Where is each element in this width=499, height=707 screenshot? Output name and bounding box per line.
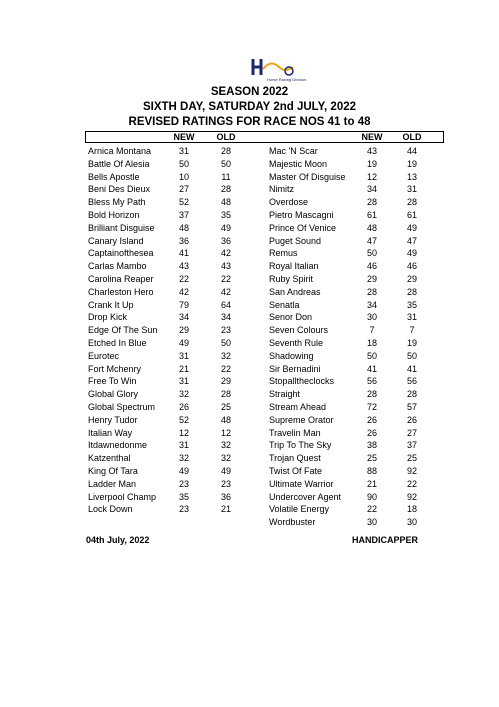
horse-name: Canary Island bbox=[88, 235, 144, 246]
old-rating: 11 bbox=[221, 171, 231, 182]
horse-name: Bells Apostle bbox=[88, 171, 140, 182]
new-rating: 22 bbox=[178, 273, 189, 284]
ratings-subtitle: REVISED RATINGS FOR RACE NOS 41 to 48 bbox=[128, 116, 371, 128]
old-rating: 43 bbox=[220, 261, 231, 272]
old-rating: 22 bbox=[406, 478, 417, 489]
new-rating: 43 bbox=[366, 146, 377, 156]
old-rating: 12 bbox=[220, 427, 231, 438]
horse-name: Global Glory bbox=[88, 389, 139, 400]
column-header-box bbox=[85, 131, 444, 143]
horse-name: Eurotec bbox=[88, 350, 120, 361]
old-rating: 41 bbox=[406, 363, 417, 374]
old-rating: 32 bbox=[220, 440, 231, 451]
new-rating: 12 bbox=[366, 171, 377, 182]
new-rating: 52 bbox=[178, 197, 189, 208]
new-rating: 28 bbox=[366, 286, 377, 297]
horse-name: Global Spectrum bbox=[88, 401, 156, 412]
issue-date: 04th July, 2022 bbox=[86, 535, 150, 545]
horse-name: Supreme Orator bbox=[269, 414, 334, 425]
new-rating: 34 bbox=[366, 184, 377, 195]
old-rating: 50 bbox=[406, 350, 417, 361]
new-rating: 19 bbox=[366, 158, 377, 169]
horse-name: Ruby Spirit bbox=[269, 273, 314, 284]
old-rating: 49 bbox=[220, 222, 231, 233]
new-rating: 49 bbox=[178, 337, 189, 348]
old-rating: 28 bbox=[406, 197, 417, 208]
race-day-heading: SIXTH DAY, SATURDAY 2nd JULY, 2022 bbox=[142, 101, 357, 113]
new-rating: 34 bbox=[178, 312, 189, 323]
new-rating: 30 bbox=[366, 517, 377, 528]
left-old-header: OLD bbox=[216, 132, 236, 142]
old-rating: 28 bbox=[220, 184, 231, 195]
new-rating: 10 bbox=[178, 171, 189, 182]
new-rating: 29 bbox=[178, 325, 189, 336]
horse-name: Seventh Rule bbox=[269, 337, 324, 348]
old-rating: 36 bbox=[220, 235, 231, 246]
horse-name: Senatla bbox=[269, 299, 300, 310]
new-rating: 32 bbox=[178, 389, 189, 400]
new-rating: 37 bbox=[178, 209, 189, 220]
horse-name: Pietro Mascagni bbox=[269, 209, 334, 220]
old-rating: 7 bbox=[409, 325, 415, 336]
new-rating: 21 bbox=[366, 478, 377, 489]
new-rating: 43 bbox=[178, 261, 189, 272]
logo-caption: Horse Racing Division bbox=[267, 77, 307, 82]
horse-name: Trojan Quest bbox=[269, 453, 321, 464]
old-rating: 37 bbox=[406, 440, 417, 451]
old-rating: 47 bbox=[406, 235, 417, 246]
new-rating: 23 bbox=[178, 504, 189, 515]
season-heading: SEASON 2022 bbox=[210, 86, 289, 98]
new-rating: 42 bbox=[178, 286, 189, 297]
horse-name: Master Of Disguise bbox=[269, 171, 346, 182]
new-rating: 41 bbox=[178, 248, 189, 259]
horse-name: Crank It Up bbox=[88, 299, 134, 310]
new-rating: 12 bbox=[178, 427, 189, 438]
horse-name: Wordbuster bbox=[269, 517, 316, 528]
horse-name: Lock Down bbox=[88, 504, 133, 515]
horse-name: Senor Don bbox=[269, 312, 313, 323]
old-rating: 31 bbox=[406, 184, 417, 195]
old-rating: 13 bbox=[406, 171, 417, 182]
horse-name: Sir Bernadini bbox=[269, 363, 321, 374]
horse-name: Majestic Moon bbox=[269, 158, 328, 169]
horse-name: Stream Ahead bbox=[269, 401, 327, 412]
horse-name: Twist Of Fate bbox=[269, 465, 323, 476]
old-rating: 49 bbox=[220, 465, 231, 476]
new-rating: 50 bbox=[178, 158, 189, 169]
old-rating: 19 bbox=[406, 158, 417, 169]
new-rating: 18 bbox=[366, 337, 377, 348]
horse-name: Liverpool Champ bbox=[88, 491, 157, 502]
old-rating: 26 bbox=[406, 414, 417, 425]
right-old-header: OLD bbox=[402, 132, 422, 142]
horse-name: Nimitz bbox=[269, 184, 294, 195]
old-rating: 46 bbox=[406, 261, 417, 272]
new-rating: 50 bbox=[366, 350, 377, 361]
left-new-header: NEW bbox=[173, 132, 195, 142]
new-rating: 36 bbox=[178, 235, 189, 246]
horse-name: King Of Tara bbox=[88, 465, 138, 476]
old-rating: 64 bbox=[220, 299, 231, 310]
new-rating: 49 bbox=[178, 465, 189, 476]
new-rating: 88 bbox=[366, 465, 377, 476]
horse-name: Arnica Montana bbox=[88, 146, 152, 156]
new-rating: 56 bbox=[366, 376, 377, 387]
old-rating: 23 bbox=[220, 325, 231, 336]
old-rating: 22 bbox=[220, 363, 231, 374]
horse-name: Etched In Blue bbox=[88, 337, 147, 348]
horse-name: Trip To The Sky bbox=[269, 440, 332, 451]
old-rating: 57 bbox=[406, 401, 417, 412]
new-rating: 30 bbox=[366, 312, 377, 323]
old-rating: 28 bbox=[406, 389, 417, 400]
old-rating: 22 bbox=[220, 273, 231, 284]
horse-name: Stopalltheclocks bbox=[269, 376, 335, 387]
new-rating: 48 bbox=[366, 222, 377, 233]
horse-name: Ladder Man bbox=[88, 478, 137, 489]
horse-name: Volatile Energy bbox=[269, 504, 330, 515]
new-rating: 31 bbox=[178, 440, 189, 451]
horse-name: Bold Horizon bbox=[88, 209, 140, 220]
horse-name: Drop Kick bbox=[88, 312, 128, 323]
old-rating: 44 bbox=[406, 146, 417, 156]
old-rating: 50 bbox=[220, 158, 231, 169]
old-rating: 32 bbox=[220, 350, 231, 361]
new-rating: 25 bbox=[366, 453, 377, 464]
horse-name: Ultimate Warrior bbox=[269, 478, 334, 489]
old-rating: 25 bbox=[406, 453, 417, 464]
old-rating: 42 bbox=[220, 286, 231, 297]
old-rating: 35 bbox=[220, 209, 231, 220]
old-rating: 48 bbox=[220, 414, 231, 425]
new-rating: 26 bbox=[178, 401, 189, 412]
new-rating: 32 bbox=[178, 453, 189, 464]
new-rating: 28 bbox=[366, 389, 377, 400]
old-rating: 21 bbox=[220, 504, 231, 515]
horse-name: Remus bbox=[269, 248, 298, 259]
new-rating: 72 bbox=[366, 401, 377, 412]
new-rating: 31 bbox=[178, 376, 189, 387]
horse-name: Overdose bbox=[269, 197, 309, 208]
new-rating: 52 bbox=[178, 414, 189, 425]
horse-name: Edge Of The Sun bbox=[88, 325, 158, 336]
horse-name: Mac 'N Scar bbox=[269, 146, 318, 156]
new-rating: 35 bbox=[178, 491, 189, 502]
horse-name: Fort Mchenry bbox=[88, 363, 142, 374]
old-rating: 92 bbox=[406, 491, 417, 502]
old-rating: 92 bbox=[406, 465, 417, 476]
old-rating: 42 bbox=[220, 248, 231, 259]
horse-name: Carolina Reaper bbox=[88, 273, 154, 284]
horse-name: Travelin Man bbox=[269, 427, 321, 438]
old-rating: 31 bbox=[406, 312, 417, 323]
horse-name: Battle Of Alesia bbox=[88, 158, 150, 169]
new-rating: 38 bbox=[366, 440, 377, 451]
horse-name: Itdawnedonme bbox=[88, 440, 148, 451]
old-rating: 36 bbox=[220, 491, 231, 502]
horse-name: Seven Colours bbox=[269, 325, 329, 336]
old-rating: 34 bbox=[220, 312, 231, 323]
new-rating: 28 bbox=[366, 197, 377, 208]
new-rating: 48 bbox=[178, 222, 189, 233]
new-rating: 47 bbox=[366, 235, 377, 246]
old-rating: 61 bbox=[406, 209, 417, 220]
horse-name: Undercover Agent bbox=[269, 491, 342, 502]
horse-name: Captainofthesea bbox=[88, 248, 154, 259]
new-rating: 26 bbox=[366, 414, 377, 425]
new-rating: 31 bbox=[178, 146, 189, 156]
old-rating: 49 bbox=[406, 222, 417, 233]
horse-name: Prince Of Venice bbox=[269, 222, 337, 233]
right-new-header: NEW bbox=[361, 132, 383, 142]
new-rating: 34 bbox=[366, 299, 377, 310]
horse-racing-logo bbox=[249, 55, 307, 83]
old-rating: 50 bbox=[220, 337, 231, 348]
new-rating: 23 bbox=[178, 478, 189, 489]
new-rating: 31 bbox=[178, 350, 189, 361]
old-rating: 49 bbox=[406, 248, 417, 259]
new-rating: 79 bbox=[178, 299, 189, 310]
new-rating: 46 bbox=[366, 261, 377, 272]
horse-name: Straight bbox=[269, 389, 301, 400]
new-rating: 90 bbox=[366, 491, 377, 502]
horse-name: Beni Des Dieux bbox=[88, 184, 151, 195]
logo-mark-icon bbox=[249, 55, 307, 83]
old-rating: 18 bbox=[406, 504, 417, 515]
horse-name: Brilliant Disguise bbox=[88, 222, 155, 233]
horse-name: Italian Way bbox=[88, 427, 133, 438]
horse-name: Puget Sound bbox=[269, 235, 322, 246]
horse-name: Royal Italian bbox=[269, 261, 319, 272]
old-rating: 35 bbox=[406, 299, 417, 310]
new-rating: 22 bbox=[366, 504, 377, 515]
old-rating: 29 bbox=[220, 376, 231, 387]
old-rating: 56 bbox=[406, 376, 417, 387]
new-rating: 7 bbox=[369, 325, 375, 336]
horse-name: Free To Win bbox=[88, 376, 137, 387]
new-rating: 41 bbox=[366, 363, 377, 374]
horse-name: Shadowing bbox=[269, 350, 314, 361]
old-rating: 29 bbox=[406, 273, 417, 284]
old-rating: 25 bbox=[220, 401, 231, 412]
old-rating: 27 bbox=[406, 427, 417, 438]
old-rating: 19 bbox=[406, 337, 417, 348]
horse-name: Charleston Hero bbox=[88, 286, 154, 297]
new-rating: 50 bbox=[366, 248, 377, 259]
old-rating: 30 bbox=[406, 517, 417, 528]
new-rating: 26 bbox=[366, 427, 377, 438]
old-rating: 23 bbox=[220, 478, 231, 489]
old-rating: 32 bbox=[220, 453, 231, 464]
old-rating: 28 bbox=[220, 146, 231, 156]
horse-name: San Andreas bbox=[269, 286, 321, 297]
handicapper-signature: HANDICAPPER bbox=[352, 535, 419, 545]
horse-name: Henry Tudor bbox=[88, 414, 138, 425]
new-rating: 29 bbox=[366, 273, 377, 284]
horse-name: Bless My Path bbox=[88, 197, 146, 208]
old-rating: 28 bbox=[406, 286, 417, 297]
new-rating: 21 bbox=[178, 363, 189, 374]
horse-name: Carlas Mambo bbox=[88, 261, 147, 272]
new-rating: 61 bbox=[366, 209, 377, 220]
old-rating: 48 bbox=[220, 197, 231, 208]
horse-name: Katzenthal bbox=[88, 453, 131, 464]
old-rating: 28 bbox=[220, 389, 231, 400]
new-rating: 27 bbox=[178, 184, 189, 195]
